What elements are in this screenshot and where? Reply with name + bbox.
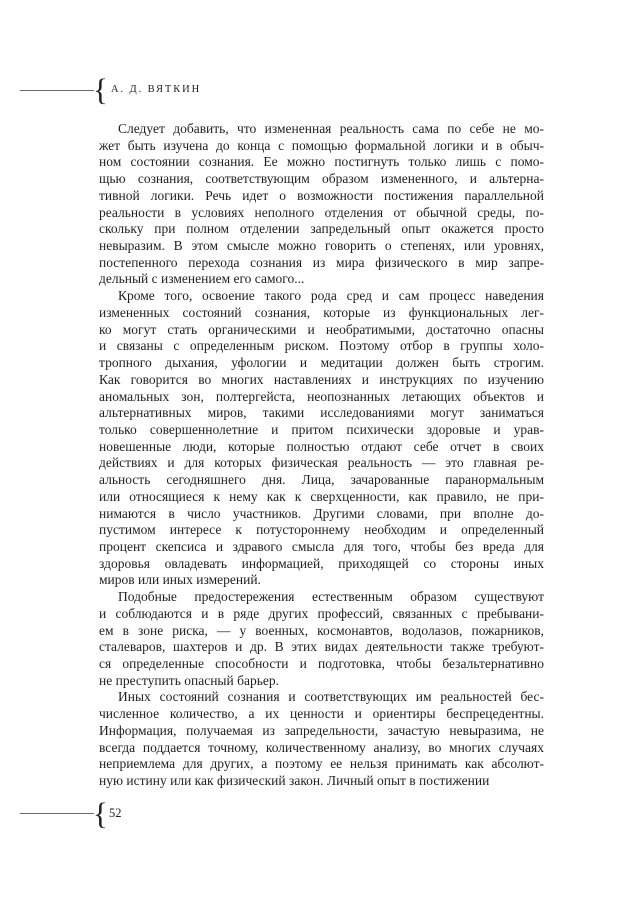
text-line: новешенные люди, которые полностью отдают себе отчет в своих bbox=[99, 438, 544, 454]
text-line: процент скепсиса и здравого смысла для того, чтобы без вреда для bbox=[99, 538, 544, 554]
text-line: скольку при полном отделении запредельный опыт окажется просто bbox=[99, 221, 544, 237]
text-line: нимаются в число участников. Другими словами, при вполне до- bbox=[99, 505, 544, 521]
text-line: альность сегодняшнего дня. Лица, зачарованные паранормальным bbox=[99, 472, 544, 488]
text-line: Информация, получаемая из запредельности, зачастую невыразима, не bbox=[99, 722, 544, 738]
header-rule bbox=[20, 90, 94, 91]
text-line: только совершеннолетние и притом психически здоровые и урав- bbox=[99, 421, 544, 437]
text-line: щью сознания, соответствующим образом измененного, и альтерна- bbox=[99, 171, 544, 187]
header-brace-ornament: { bbox=[93, 72, 108, 107]
text-line: или относящиеся к нему как к сверхценности, как правило, не при- bbox=[99, 488, 544, 504]
text-line: тивной логики. Речь идет о возможности постижения параллельной bbox=[99, 187, 544, 203]
text-line: жет быть изучена до конца с помощью формальной логики и в обыч- bbox=[99, 137, 544, 153]
text-line: ном состоянии сознания. Ее можно постигнуть только лишь с помо- bbox=[99, 154, 544, 170]
text-line: невыразим. В этом смысле можно говорить о степенях, или уровнях, bbox=[99, 238, 544, 254]
running-head-author: А. Д. ВЯТКИН bbox=[111, 84, 202, 95]
text-line: ся определенные способности и подготовка, чтобы безальтернативно bbox=[99, 656, 544, 671]
text-line: здоровья овладевать информацией, приходящей со стороны иных bbox=[99, 555, 544, 571]
text-line: не преступить опасный барьер. bbox=[99, 672, 279, 688]
text-line: Кроме того, освоение такого рода сред и сам процесс наведения bbox=[118, 288, 544, 304]
text-line: измененных состояний сознания, которые из функциональных лег- bbox=[99, 304, 544, 320]
text-line: ем в зоне риска, — у военных, космонавтов, водолазов, пожарников, bbox=[99, 622, 544, 638]
text-line: альтернативных миров, такими исследованиями могут заниматься bbox=[99, 405, 544, 421]
text-line: миров или иных измерений. bbox=[99, 572, 261, 588]
text-line: и соблюдаются и в ряде других профессий, связанных с пребывани- bbox=[99, 605, 544, 621]
text-line: дельный с изменением его самого... bbox=[99, 271, 305, 287]
text-line: всегда поддается точному, количественному анализу, во многих случаях bbox=[99, 739, 544, 755]
text-line: реальности в условиях неполного отделения от обычной среды, по- bbox=[99, 204, 544, 220]
text-line: ко могут стать органическими и необратимыми, достаточно опасны bbox=[99, 321, 544, 337]
text-line: численное количество, а их ценности и ориентиры беспрецедентны. bbox=[99, 706, 544, 722]
text-line: и связаны с определенным риском. Поэтому отбор в группы холо- bbox=[99, 338, 544, 354]
footer-rule bbox=[20, 813, 94, 814]
text-line: действиях и для которых физическая реальность — это главная ре- bbox=[99, 455, 544, 471]
text-line: тропного дыхания, уфологии и медитации должен быть строгим. bbox=[99, 355, 544, 371]
text-line: сталеваров, шахтеров и др. В этих видах деятельности также требуют- bbox=[99, 639, 544, 655]
body-text bbox=[99, 121, 544, 790]
text-line: ную истину или как физический закон. Личный опыт в постижении bbox=[99, 773, 490, 789]
text-line: аномальных зон, полтергейста, неопознанных летающих объектов и bbox=[99, 388, 544, 404]
page-number: 52 bbox=[109, 806, 122, 820]
text-line: Следует добавить, что измененная реальность сама по себе не мо- bbox=[118, 121, 544, 136]
text-line: Подобные предостережения естественным образом существуют bbox=[118, 589, 544, 605]
footer-brace-ornament: { bbox=[93, 796, 108, 831]
text-line: неприемлема для других, а поэтому ее нельзя принимать как абсолют- bbox=[99, 756, 544, 772]
text-line: постепенного перехода сознания из мира физического в мир запре- bbox=[99, 254, 544, 270]
text-line: пустимом интересе к потустороннему необходим и определенный bbox=[99, 522, 544, 538]
text-line: Иных состояний сознания и соответствующих им реальностей бес- bbox=[118, 689, 544, 705]
text-line: Как говорится во многих наставлениях и инструкциях по изучению bbox=[99, 371, 544, 387]
